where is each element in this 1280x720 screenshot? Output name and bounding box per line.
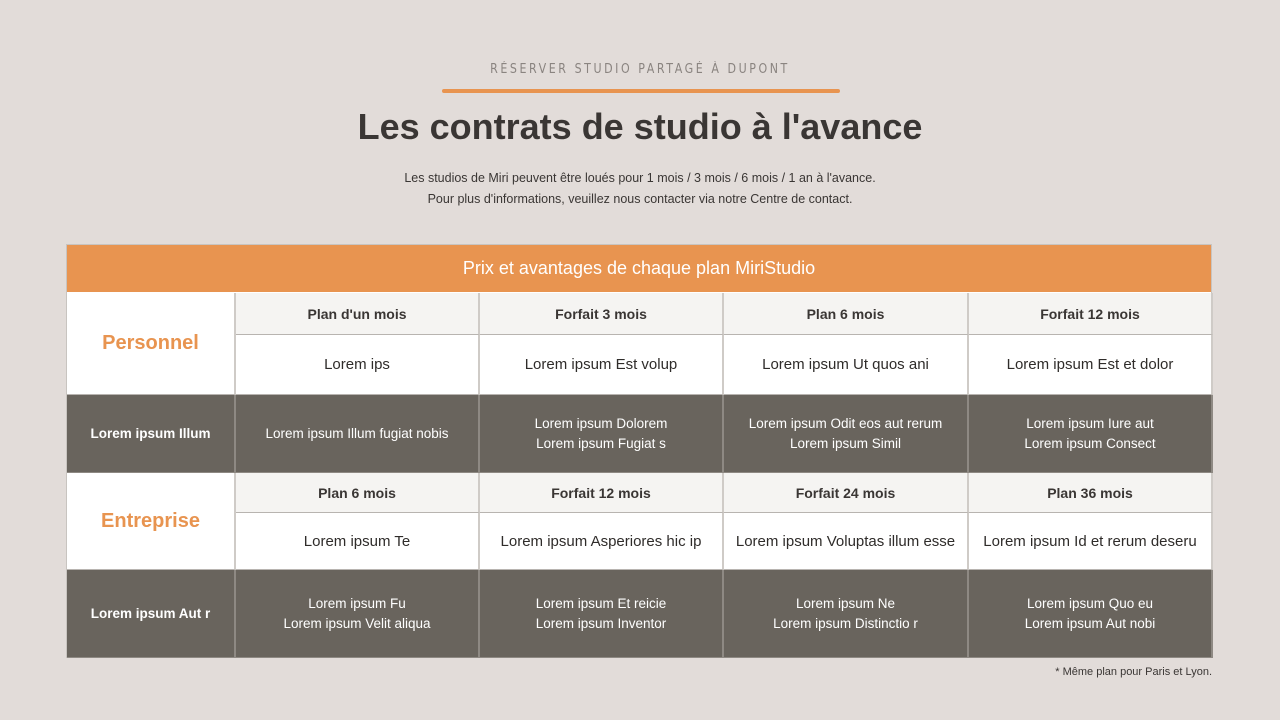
cell-text: Lorem ipsum Id et rerum deseru [983,532,1197,550]
pricing-table [66,244,1212,658]
plan-feature [480,570,724,658]
plan-header [724,473,969,513]
cell-text: Lorem ipsum Illum fugiat nobis [265,425,449,441]
cell-text: Lorem ipsum Fugiat s [536,435,666,451]
plan-value [236,513,480,570]
plan-value [236,335,480,395]
plan-value [969,335,1213,395]
cell-text: Lorem ipsum Aut r [90,605,211,621]
cell-text: Forfait 12 mois [551,484,651,501]
plan-header [236,473,480,513]
entreprise-category-label [67,473,236,570]
page-subtitle [0,168,1280,210]
footnote: * Même plan pour Paris et Lyon. [1055,666,1212,678]
page-title: Les contrats de studio à l'avance [357,106,923,147]
cell-text: Lorem ipsum Inventor [535,615,667,631]
cell-text: Personnel [102,332,199,354]
cell-text: Plan 6 mois [318,484,396,501]
cell-text: Lorem ipsum Consect [1024,435,1156,451]
subtitle-line: Les studios de Miri peuvent être loués pour 1 mois / 3 mois / 6 mois / 1 an à l'avance. [404,171,876,185]
cell-text: Lorem ipsum Quo eu [1026,595,1154,611]
cell-text: Plan 6 mois [806,305,885,322]
cell-text: Lorem ipsum Odit eos aut rerum [748,415,943,431]
cell-text: Lorem ipsum Ne [795,595,896,611]
cell-text: Lorem ipsum Voluptas illum esse [735,532,956,550]
cell-text: Lorem ipsum Asperiores hic ip [500,532,702,550]
plan-feature [236,395,480,473]
plan-header [480,473,724,513]
cell-text: Lorem ipsum Aut nobi [1024,615,1156,631]
entreprise-feature-label [67,570,236,658]
cell-text: Entreprise [101,509,200,532]
cell-text: Lorem ipsum Est et dolor [1006,356,1174,373]
plan-value [724,513,969,570]
plan-header [969,473,1213,513]
plan-feature [969,395,1213,473]
cell-text: Lorem ipsum Te [303,532,411,550]
cell-text: Lorem ipsum Et reicie [535,595,667,611]
plan-feature [236,570,480,658]
personnel-category-label [67,293,236,395]
cell-text: Lorem ipsum Ut quos ani [762,356,929,373]
cell-text: Lorem ipsum Illum [90,425,211,441]
plan-header [480,293,724,335]
personnel-feature-label [67,395,236,473]
cell-text: Lorem ipsum Distinctio r [773,615,918,631]
plan-feature [969,570,1213,658]
cell-text: Lorem ipsum Est volup [524,356,678,373]
accent-divider [442,89,840,93]
plan-header [236,293,480,335]
plan-value [480,513,724,570]
cell-text: Lorem ipsum Dolorem [534,415,668,431]
table-banner: Prix et avantages de chaque plan MiriStudio [67,245,1211,292]
cell-text: Forfait 24 mois [795,484,896,501]
cell-text: Plan 36 mois [1047,484,1133,501]
eyebrow-title: RÉSERVER STUDIO PARTAGÉ À DUPONT [490,62,790,77]
cell-text: Lorem ipsum Velit aliqua [283,615,431,631]
subtitle-line: Pour plus d'informations, veuillez nous contacter via notre Centre de contact. [427,192,853,206]
plan-value [480,335,724,395]
cell-text: Forfait 3 mois [555,305,647,322]
cell-text: Lorem ips [324,356,390,373]
plan-value [724,335,969,395]
cell-text: Forfait 12 mois [1040,305,1140,322]
plan-feature [724,570,969,658]
plan-feature [724,395,969,473]
cell-text: Lorem ipsum Fu [308,595,406,611]
cell-text: Lorem ipsum Iure aut [1026,415,1154,431]
cell-text: Plan d'un mois [307,305,407,322]
plan-header [969,293,1213,335]
cell-text: Lorem ipsum Simil [789,435,902,451]
plan-feature [480,395,724,473]
plan-value [969,513,1213,570]
plan-header [724,293,969,335]
